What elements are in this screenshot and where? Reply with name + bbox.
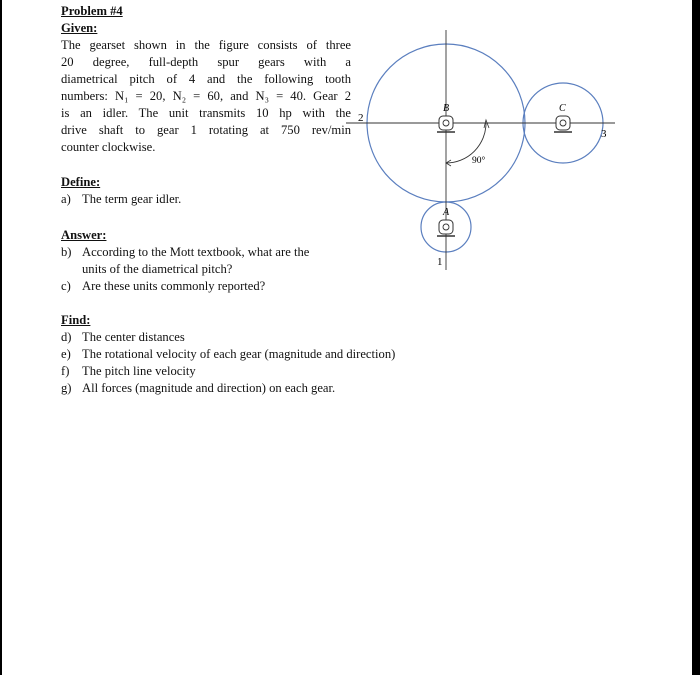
item-text: According to the Mott textbook, what are the units of the diametrical pitch?	[82, 245, 310, 276]
gear-2-label: 2	[358, 112, 364, 124]
given-line: numbers: N₁ = 20, N₂ = 60, and N₃ = 40. Gear 2	[61, 89, 351, 103]
item-text: The pitch line velocity	[82, 364, 196, 378]
find-heading: Find:	[61, 313, 91, 327]
bearing-b-symbol	[437, 116, 455, 132]
define-heading: Define:	[61, 175, 101, 189]
gear-3-label: 3	[601, 128, 607, 140]
item-label: e)	[61, 347, 71, 361]
arrowhead	[484, 120, 489, 128]
given-line: is an idler. The unit transmits 10 hp with the	[61, 106, 351, 120]
problem-title: Problem #4	[61, 4, 123, 18]
problem-text	[61, 3, 396, 397]
find-item	[61, 329, 481, 346]
item-text: The term gear idler.	[82, 192, 182, 206]
angle-label: 90°	[472, 156, 486, 166]
bearing-c-symbol	[554, 116, 572, 132]
item-label: b)	[61, 245, 72, 259]
define-item	[61, 191, 351, 208]
item-label: d)	[61, 330, 72, 344]
find-item	[61, 380, 481, 397]
given-line: diametrical pitch of 4 and the following tooth	[61, 72, 351, 86]
given-line: 20 degree, full-depth spur gears with a	[61, 55, 351, 69]
bearing-a-label: A	[443, 207, 450, 218]
bearing-b-label: B	[443, 103, 450, 114]
gearset-figure	[340, 25, 620, 280]
item-label: c)	[61, 279, 71, 293]
item-text: The center distances	[82, 330, 185, 344]
page-edge-left	[0, 0, 2, 675]
item-text: The rotational velocity of each gear (magnitude and direction)	[82, 347, 396, 361]
given-heading: Given:	[61, 21, 98, 35]
page-edge-right	[692, 0, 700, 675]
given-paragraph	[61, 37, 351, 156]
given-line: drive shaft to gear 1 rotating at 750 rev/min	[61, 123, 351, 137]
item-text: All forces (magnitude and direction) on each gear.	[82, 381, 336, 395]
given-line: The gearset shown in the figure consists of three	[61, 38, 351, 52]
item-label: a)	[61, 192, 71, 206]
item-label: f)	[61, 364, 70, 378]
bearing-a-symbol	[437, 220, 455, 236]
item-label: g)	[61, 381, 72, 395]
gear-1-label: 1	[437, 256, 443, 268]
given-line: counter clockwise.	[61, 140, 156, 154]
answer-heading: Answer:	[61, 228, 107, 242]
answer-item	[61, 278, 351, 295]
item-text: Are these units commonly reported?	[82, 279, 266, 293]
find-item	[61, 346, 481, 363]
find-item	[61, 363, 481, 380]
answer-item	[61, 244, 311, 278]
bearing-c-label: C	[559, 103, 566, 114]
